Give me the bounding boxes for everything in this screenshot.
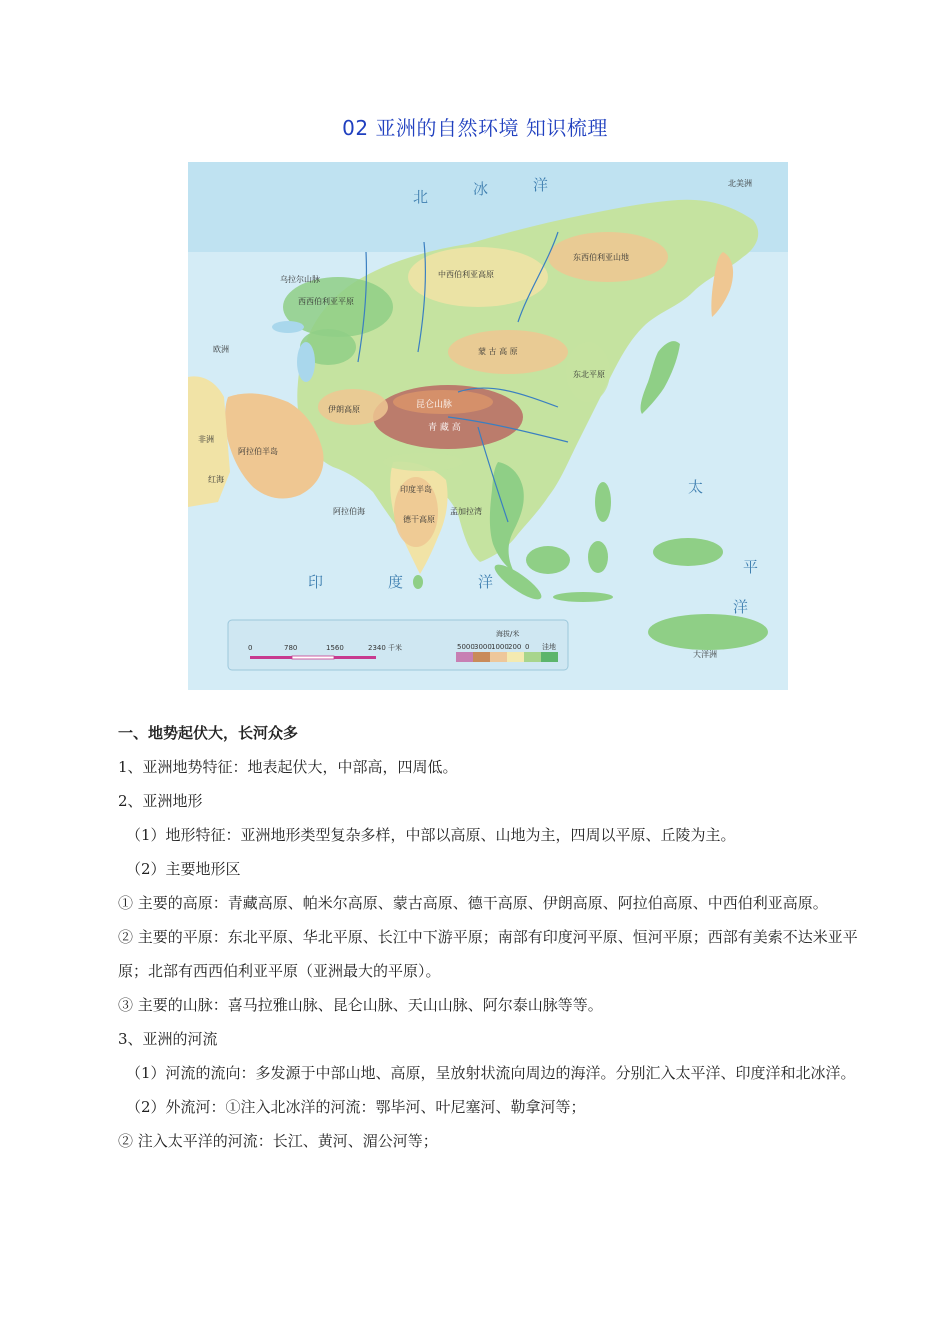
ocean-label: 平 xyxy=(743,558,759,576)
paragraph: 2、亚洲地形 xyxy=(118,792,203,810)
legend-swatch xyxy=(541,652,558,662)
west-siberia-label: 西西伯利亚平原 xyxy=(298,297,354,306)
legend-swatch xyxy=(524,652,541,662)
scale-segment xyxy=(334,656,376,659)
ocean-label: 北 xyxy=(413,188,429,206)
map-svg xyxy=(188,162,788,690)
paragraph: （1）地形特征：亚洲地形类型复杂多样，中部以高原、山地为主，四周以平原、丘陵为主。 xyxy=(126,826,736,844)
india-label: 印度半岛 xyxy=(400,485,432,494)
north-america-label: 北美洲 xyxy=(728,179,752,188)
scale-tick: 0 xyxy=(248,644,253,652)
scale-segment xyxy=(250,656,292,659)
sri-lanka xyxy=(413,575,423,589)
red-sea-label: 红海 xyxy=(208,475,224,484)
oceania-label: 大洋洲 xyxy=(693,650,717,659)
ocean-label: 洋 xyxy=(733,598,749,616)
paragraph: （1）河流的流向：多发源于中部山地、高原，呈放射状流向周边的海洋。分别汇入太平洋、印度洋和北冰洋。 xyxy=(126,1064,856,1082)
paragraph: （2）外流河：①注入北冰洋的河流：鄂毕河、叶尼塞河、勒拿河等； xyxy=(126,1098,586,1116)
paragraph: 3、亚洲的河流 xyxy=(118,1030,218,1048)
new-guinea xyxy=(653,538,723,566)
australia-edge xyxy=(648,614,768,650)
bay-of-bengal-label: 孟加拉湾 xyxy=(450,507,482,516)
page-title: 02 亚洲的自然环境 知识梳理 xyxy=(342,116,608,140)
ocean-label: 太 xyxy=(688,478,704,496)
black-sea xyxy=(272,321,304,333)
legend-label: 200 xyxy=(508,643,522,651)
legend-label: 洼地 xyxy=(542,643,556,651)
legend-swatch xyxy=(456,652,473,662)
ocean-label: 洋 xyxy=(533,176,549,194)
arabia-label: 阿拉伯半岛 xyxy=(238,447,278,456)
legend-swatch xyxy=(473,652,490,662)
east-siberia-label: 东西伯利亚山地 xyxy=(573,253,629,262)
tibet-label: 青 藏 高 xyxy=(428,423,461,433)
ocean-label: 洋 xyxy=(478,573,494,591)
sulawesi xyxy=(588,541,608,573)
paragraph: ② 注入太平洋的河流：长江、黄河、湄公河等； xyxy=(118,1132,438,1150)
kunlun-label: 昆仑山脉 xyxy=(416,400,453,410)
legend-label: 5000 xyxy=(457,643,475,651)
section-heading: 一、地势起伏大，长河众多 xyxy=(118,724,299,742)
scale-tick: 1560 xyxy=(326,644,344,652)
document-body xyxy=(118,716,858,1158)
ocean-label: 印 xyxy=(308,573,324,591)
paragraph: ② 主要的平原：东北平原、华北平原、长江中下游平原；南部有印度河平原、恒河平原；西部有美索不达米亚平原；北部有西西伯利亚平原（亚洲最大的平原）。 xyxy=(118,928,858,980)
arabian-sea-label: 阿拉伯海 xyxy=(333,507,365,516)
northeast-plain-label: 东北平原 xyxy=(573,370,605,379)
scale-segment xyxy=(292,656,334,659)
java xyxy=(553,592,613,602)
paragraph: ③ 主要的山脉：喜马拉雅山脉、昆仑山脉、天山山脉、阿尔泰山脉等等。 xyxy=(118,996,603,1014)
africa-label: 非洲 xyxy=(198,435,214,444)
legend-label: 1000 xyxy=(491,643,509,651)
legend-label: 3000 xyxy=(474,643,492,651)
borneo xyxy=(526,546,570,574)
ocean-label: 冰 xyxy=(473,180,489,198)
legend-label: 0 xyxy=(525,643,530,651)
paragraph: （2）主要地形区 xyxy=(126,860,241,878)
legend-title: 海拔/米 xyxy=(496,630,520,638)
iran-label: 伊朗高原 xyxy=(328,405,360,414)
ocean-label: 度 xyxy=(388,573,404,591)
scale-tick: 2340 千米 xyxy=(368,644,403,652)
legend-swatch xyxy=(490,652,507,662)
indo-gangetic-plain xyxy=(383,453,463,471)
philippines xyxy=(595,482,611,522)
paragraph: ① 主要的高原：青藏高原、帕米尔高原、蒙古高原、德干高原、伊朗高原、阿拉伯高原、中西伯利亚高原。 xyxy=(118,894,828,912)
europe-label: 欧洲 xyxy=(213,345,229,354)
legend-swatch xyxy=(507,652,524,662)
paragraph: 1、亚洲地势特征：地表起伏大，中部高，四周低。 xyxy=(118,758,458,776)
asia-physical-map xyxy=(188,162,788,690)
ural-label: 乌拉尔山脉 xyxy=(280,275,320,284)
caspian-sea xyxy=(297,342,315,382)
scale-tick: 780 xyxy=(284,644,298,652)
central-siberia-label: 中西伯利亚高原 xyxy=(438,270,494,279)
deccan-label: 德干高原 xyxy=(403,515,435,524)
mongolia-label: 蒙 古 高 原 xyxy=(478,347,518,356)
